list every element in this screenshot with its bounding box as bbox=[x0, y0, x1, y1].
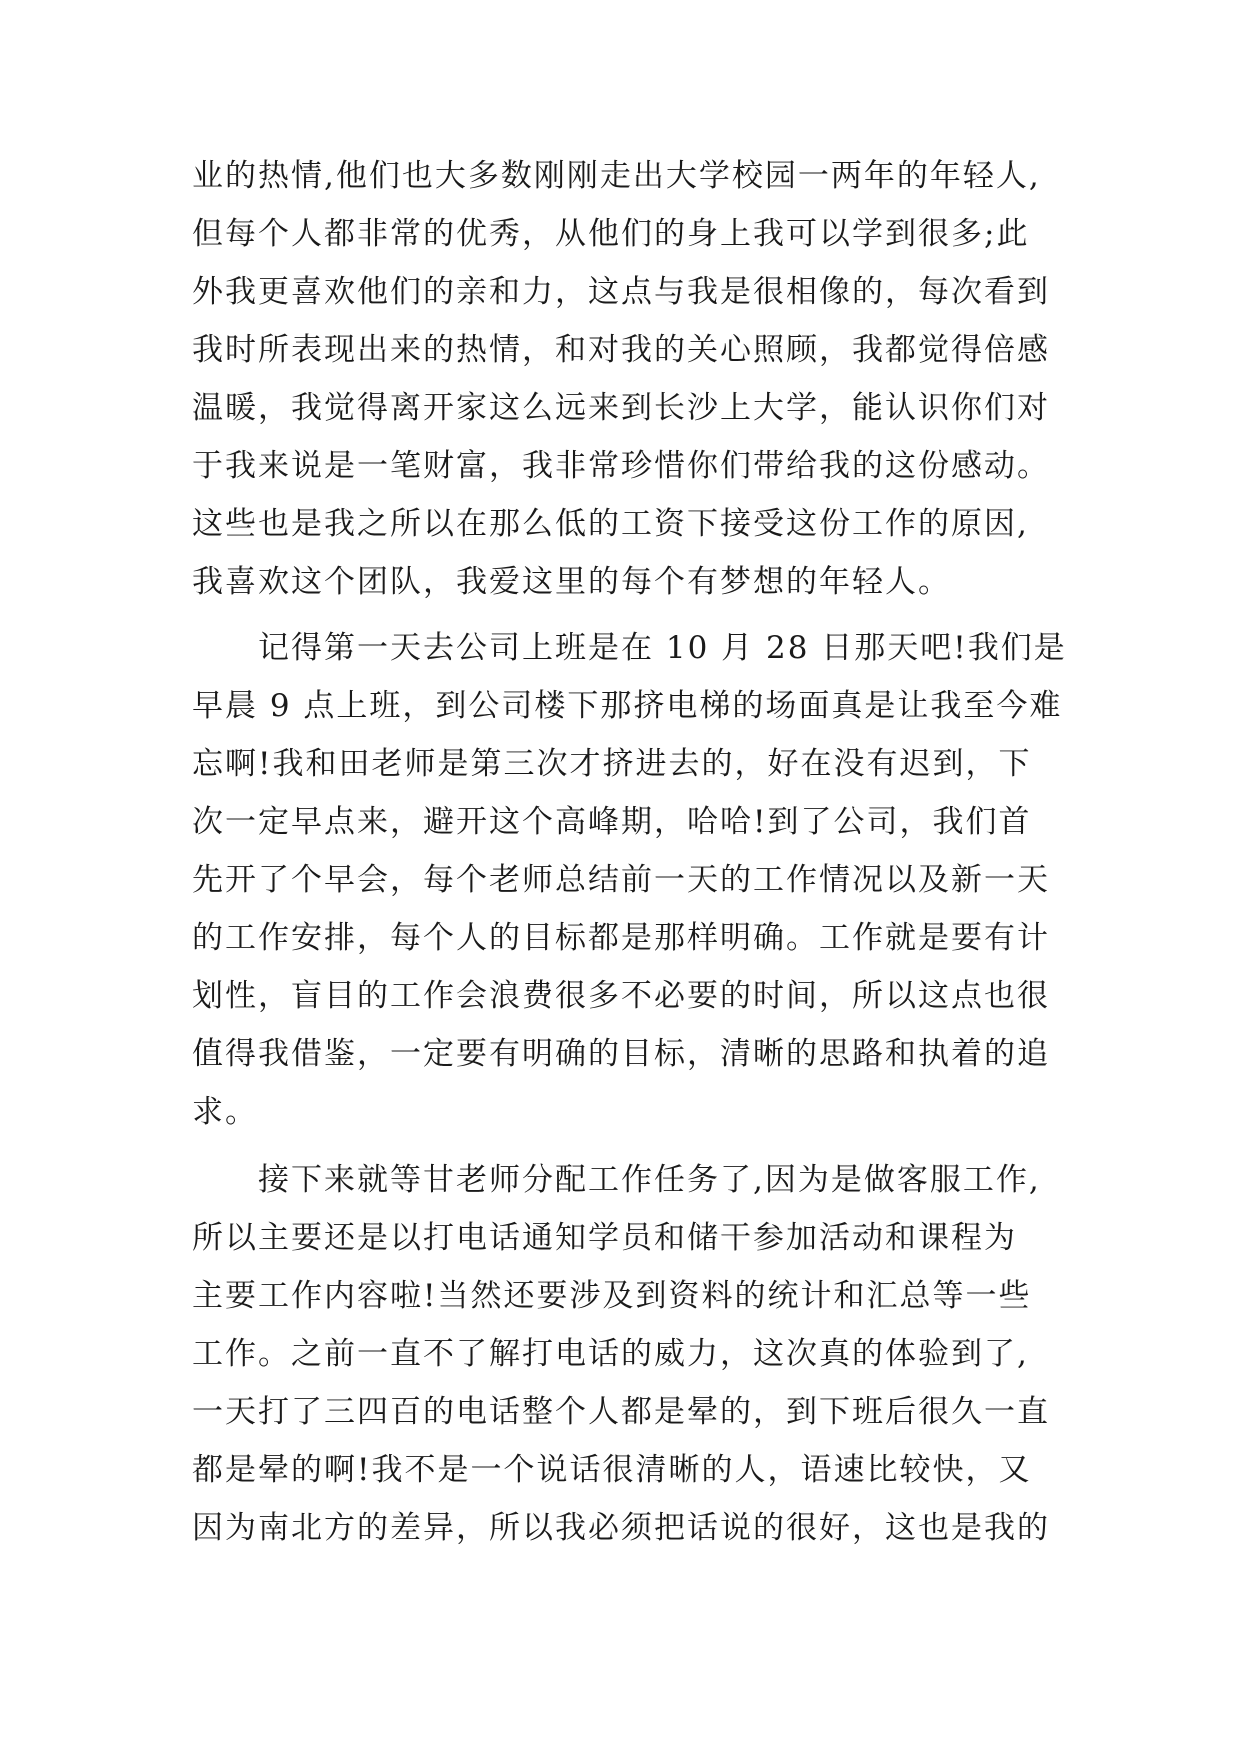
text-line: 早晨 9 点上班，到公司楼下那挤电梯的场面真是让我至今难 bbox=[192, 688, 1063, 724]
text-line: 业的热情,他们也大多数刚刚走出大学校园一两年的年轻人, bbox=[192, 158, 1041, 194]
text-line: 我喜欢这个团队，我爱这里的每个有梦想的年轻人。 bbox=[192, 564, 951, 600]
text-line: 先开了个早会，每个老师总结前一天的工作情况以及新一天 bbox=[192, 862, 1050, 898]
text-line: 一天打了三四百的电话整个人都是晕的，到下班后很久一直 bbox=[192, 1394, 1050, 1430]
text-line: 划性，盲目的工作会浪费很多不必要的时间，所以这点也很 bbox=[192, 978, 1050, 1014]
text-line: 因为南北方的差异，所以我必须把话说的很好，这也是我的 bbox=[192, 1510, 1050, 1546]
text-line: 次一定早点来，避开这个高峰期，哈哈!到了公司，我们首 bbox=[192, 804, 1032, 840]
text-line: 接下来就等甘老师分配工作任务了,因为是做客服工作, bbox=[258, 1162, 1041, 1198]
text-line: 求。 bbox=[192, 1094, 258, 1130]
text-line: 但每个人都非常的优秀，从他们的身上我可以学到很多;此 bbox=[192, 216, 1030, 252]
text-line: 工作。之前一直不了解打电话的威力，这次真的体验到了, bbox=[192, 1336, 1029, 1372]
text-line: 我时所表现出来的热情，和对我的关心照顾，我都觉得倍感 bbox=[192, 332, 1050, 368]
text-line: 记得第一天去公司上班是在 10 月 28 日那天吧!我们是 bbox=[258, 630, 1067, 666]
text-line: 温暖，我觉得离开家这么远来到长沙上大学，能认识你们对 bbox=[192, 390, 1050, 426]
text-line: 都是晕的啊!我不是一个说话很清晰的人，语速比较快，又 bbox=[192, 1452, 1032, 1488]
text-line: 这些也是我之所以在那么低的工资下接受这份工作的原因, bbox=[192, 506, 1029, 542]
text-line: 外我更喜欢他们的亲和力，这点与我是很相像的，每次看到 bbox=[192, 274, 1050, 310]
text-line: 主要工作内容啦!当然还要涉及到资料的统计和汇总等一些 bbox=[192, 1278, 1032, 1314]
text-line: 忘啊!我和田老师是第三次才挤进去的，好在没有迟到，下 bbox=[192, 746, 1032, 782]
text-line: 所以主要还是以打电话通知学员和储干参加活动和课程为 bbox=[192, 1220, 1017, 1256]
text-line: 值得我借鉴，一定要有明确的目标，清晰的思路和执着的追 bbox=[192, 1036, 1050, 1072]
text-line: 的工作安排，每个人的目标都是那样明确。工作就是要有计 bbox=[192, 920, 1050, 956]
text-line: 于我来说是一笔财富，我非常珍惜你们带给我的这份感动。 bbox=[192, 448, 1050, 484]
